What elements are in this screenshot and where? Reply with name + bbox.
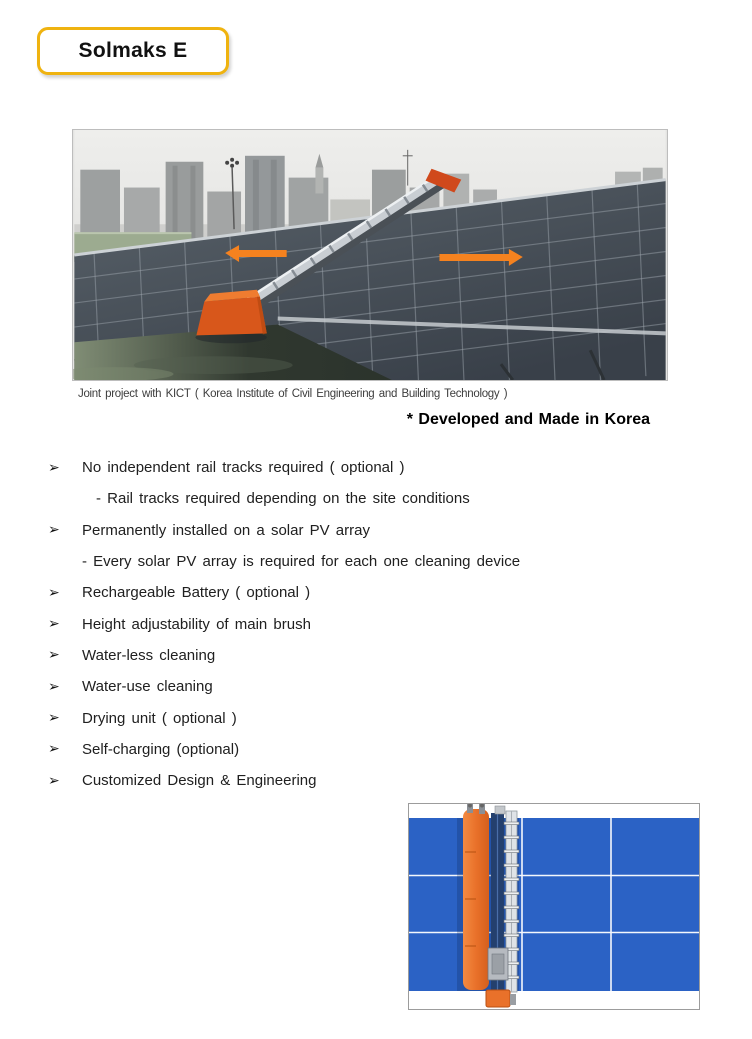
feature-item: [46, 702, 676, 733]
feature-item: [46, 452, 676, 483]
product-title: Solmaks E: [78, 39, 188, 62]
arrowhead-bullet-icon: ➢: [48, 616, 60, 633]
feature-item: [46, 577, 676, 608]
feature-text: Permanently installed on a solar PV array: [82, 521, 370, 539]
feature-subtext: - Rail tracks required depending on the site conditions: [96, 490, 470, 508]
feature-text: Rechargeable Battery ( optional ): [82, 584, 311, 602]
diagram-pv-panel: [409, 818, 699, 991]
feature-subitem: [46, 483, 676, 514]
feature-text: Water-less cleaning: [82, 646, 216, 664]
feature-item: [46, 608, 676, 639]
feature-item: [46, 671, 676, 702]
arrowhead-bullet-icon: ➢: [48, 584, 60, 601]
diagram-cleaning-unit: [463, 804, 519, 1007]
feature-item: [46, 515, 676, 546]
device-top-view-diagram: [408, 803, 700, 1010]
arrowhead-bullet-icon: ➢: [48, 522, 60, 539]
feature-list: [46, 452, 676, 796]
feature-subtext: - Every solar PV array is required for each one cleaning device: [82, 553, 521, 571]
feature-item: [46, 765, 676, 796]
product-title-box: [37, 27, 229, 75]
arrowhead-bullet-icon: ➢: [48, 647, 60, 664]
arrowhead-bullet-icon: ➢: [48, 678, 60, 695]
hero-photo: [72, 129, 668, 381]
arrowhead-bullet-icon: ➢: [48, 459, 60, 476]
feature-subitem: [46, 546, 676, 577]
feature-text: Self-charging (optional): [82, 740, 240, 758]
photo-caption: Joint project with KICT ( Korea Institute of Civil Engineering and Building Technology ): [78, 388, 508, 400]
feature-text: Customized Design & Engineering: [82, 772, 317, 790]
hero-photo-scene: [73, 130, 667, 380]
arrowhead-bullet-icon: ➢: [48, 772, 60, 789]
arrowhead-bullet-icon: ➢: [48, 741, 60, 758]
feature-item: [46, 734, 676, 765]
made-in-korea-note: * Developed and Made in Korea: [406, 411, 650, 428]
feature-text: No independent rail tracks required ( optional ): [82, 459, 405, 477]
feature-text: Water-use cleaning: [82, 678, 213, 696]
feature-text: Height adjustability of main brush: [82, 615, 311, 633]
arrowhead-bullet-icon: ➢: [48, 710, 60, 727]
device-diagram-scene: [409, 804, 699, 1009]
feature-item: [46, 640, 676, 671]
feature-text: Drying unit ( optional ): [82, 709, 237, 727]
diagram-motor-box: [486, 990, 510, 1007]
